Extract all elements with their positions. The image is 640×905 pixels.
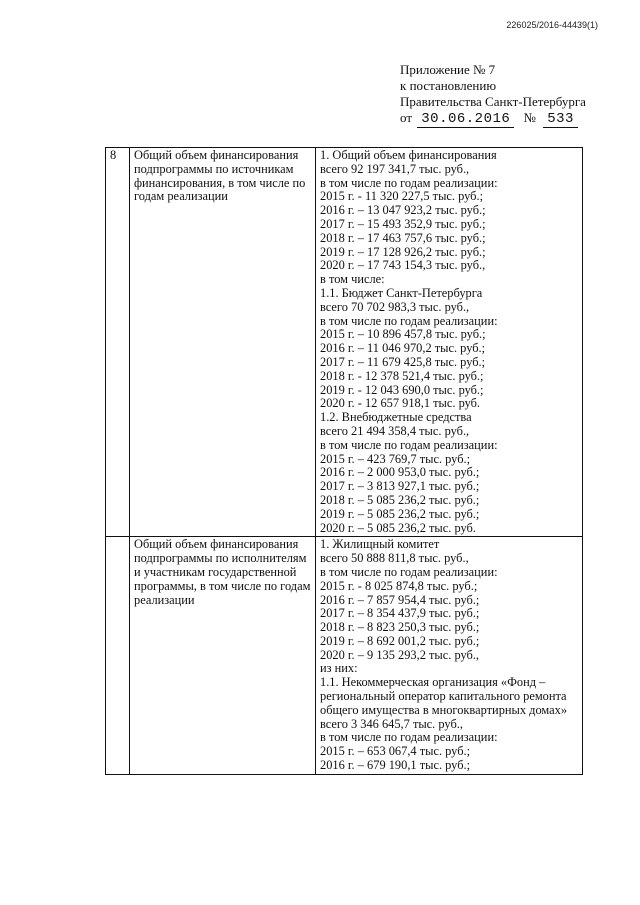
value-line: всего 50 888 811,8 тыс. руб.,	[320, 551, 469, 566]
value-line: 1.1. Бюджет Санкт-Петербурга	[320, 285, 483, 300]
value-line: в том числе по годам реализации:	[320, 175, 498, 190]
document-id: 226025/2016-44439(1)	[506, 20, 598, 30]
table-row	[106, 148, 583, 537]
row-number: 8	[106, 148, 130, 537]
value-line: 2015 г. – 10 896 457,8 тыс. руб.;	[320, 327, 486, 342]
value-line: 2015 г. - 8 025 874,8 тыс. руб.;	[320, 578, 478, 593]
value-line: из них:	[320, 661, 358, 676]
value-line: в том числе по годам реализации:	[320, 437, 498, 452]
number-label: №	[523, 110, 536, 125]
value-line: в том числе по годам реализации:	[320, 730, 498, 745]
value-line: в том числе по годам реализации:	[320, 564, 498, 579]
value-line: всего 92 197 341,7 тыс. руб.,	[320, 161, 470, 176]
value-line: 2018 г. - 12 378 521,4 тыс. руб.;	[320, 368, 484, 383]
value-line: 2020 г. – 5 085 236,2 тыс. руб.	[320, 520, 476, 535]
value-line: 2018 г. – 17 463 757,6 тыс. руб.;	[320, 230, 486, 245]
value-line: 2017 г. – 11 679 425,8 тыс. руб.;	[320, 354, 486, 369]
value-line: 2016 г. – 7 857 954,4 тыс. руб.;	[320, 592, 480, 607]
value-line: 2019 г. - 12 043 690,0 тыс. руб.;	[320, 382, 484, 397]
value-line: 2020 г. – 17 743 154,3 тыс. руб.,	[320, 258, 486, 273]
value-line: 1.1. Некоммерческая организация «Фонд – региональный оператор капитального ремонта общего имущества в многоквартирных домах»	[320, 675, 568, 717]
value-line: 2015 г. - 11 320 227,5 тыс. руб.;	[320, 189, 484, 204]
value-line: 2019 г. – 5 085 236,2 тыс. руб.;	[320, 506, 480, 521]
appendix-title: Приложение № 7	[400, 62, 496, 77]
from-label: от	[400, 110, 413, 125]
value-line: 2016 г. – 13 047 923,2 тыс. руб.;	[320, 203, 486, 218]
value-line: 2016 г. – 2 000 953,0 тыс. руб.;	[320, 465, 480, 480]
appendix-line-3: Правительства Санкт-Петербурга	[400, 94, 586, 109]
value-line: 2016 г. – 11 046 970,2 тыс. руб.;	[320, 341, 486, 356]
value-line: 2016 г. – 679 190,1 тыс. руб.;	[320, 758, 471, 773]
decree-number: 533	[543, 111, 578, 128]
value-line: 2015 г. – 653 067,4 тыс. руб.;	[320, 744, 471, 759]
appendix-line-2: к постановлению	[400, 78, 497, 93]
value-line: в том числе:	[320, 272, 385, 287]
row-values	[316, 148, 583, 537]
row-label: Общий объем финансирования подпрограммы по источникам финансирования, в том числе по годам реализации	[130, 148, 316, 537]
financing-table	[105, 147, 583, 775]
value-line: 2019 г. – 17 128 926,2 тыс. руб.;	[320, 244, 486, 259]
value-line: всего 70 702 983,3 тыс. руб.,	[320, 299, 470, 314]
appendix-header	[400, 62, 630, 128]
value-line: всего 21 494 358,4 тыс. руб.,	[320, 423, 470, 438]
value-line: 2018 г. – 8 823 250,3 тыс. руб.;	[320, 620, 480, 635]
value-line: 1. Общий объем финансирования	[320, 148, 497, 162]
row-number	[106, 537, 130, 775]
value-line: 1.2. Внебюджетные средства	[320, 410, 472, 425]
value-line: в том числе по годам реализации:	[320, 313, 498, 328]
value-line: 2015 г. – 423 769,7 тыс. руб.;	[320, 451, 471, 466]
decree-date: 30.06.2016	[417, 111, 514, 128]
value-line: 2020 г. - 12 657 918,1 тыс. руб.	[320, 396, 481, 411]
value-line: 2019 г. – 8 692 001,2 тыс. руб.;	[320, 633, 480, 648]
value-line: 2020 г. – 9 135 293,2 тыс. руб.,	[320, 647, 480, 662]
table-row	[106, 537, 583, 775]
value-line: 2017 г. – 3 813 927,1 тыс. руб.;	[320, 479, 480, 494]
value-line: всего 3 346 645,7 тыс. руб.,	[320, 716, 463, 731]
value-line: 2017 г. – 8 354 437,9 тыс. руб.;	[320, 606, 480, 621]
value-line: 2017 г. – 15 493 352,9 тыс. руб.;	[320, 216, 486, 231]
value-line: 2018 г. – 5 085 236,2 тыс. руб.;	[320, 492, 480, 507]
value-line: 1. Жилищный комитет	[320, 537, 440, 552]
row-values	[316, 537, 583, 775]
row-label: Общий объем финансирования подпрограммы по исполнителям и участникам государственной программы, в том числе по годам реализации	[130, 537, 316, 775]
appendix-date-line	[400, 110, 630, 128]
